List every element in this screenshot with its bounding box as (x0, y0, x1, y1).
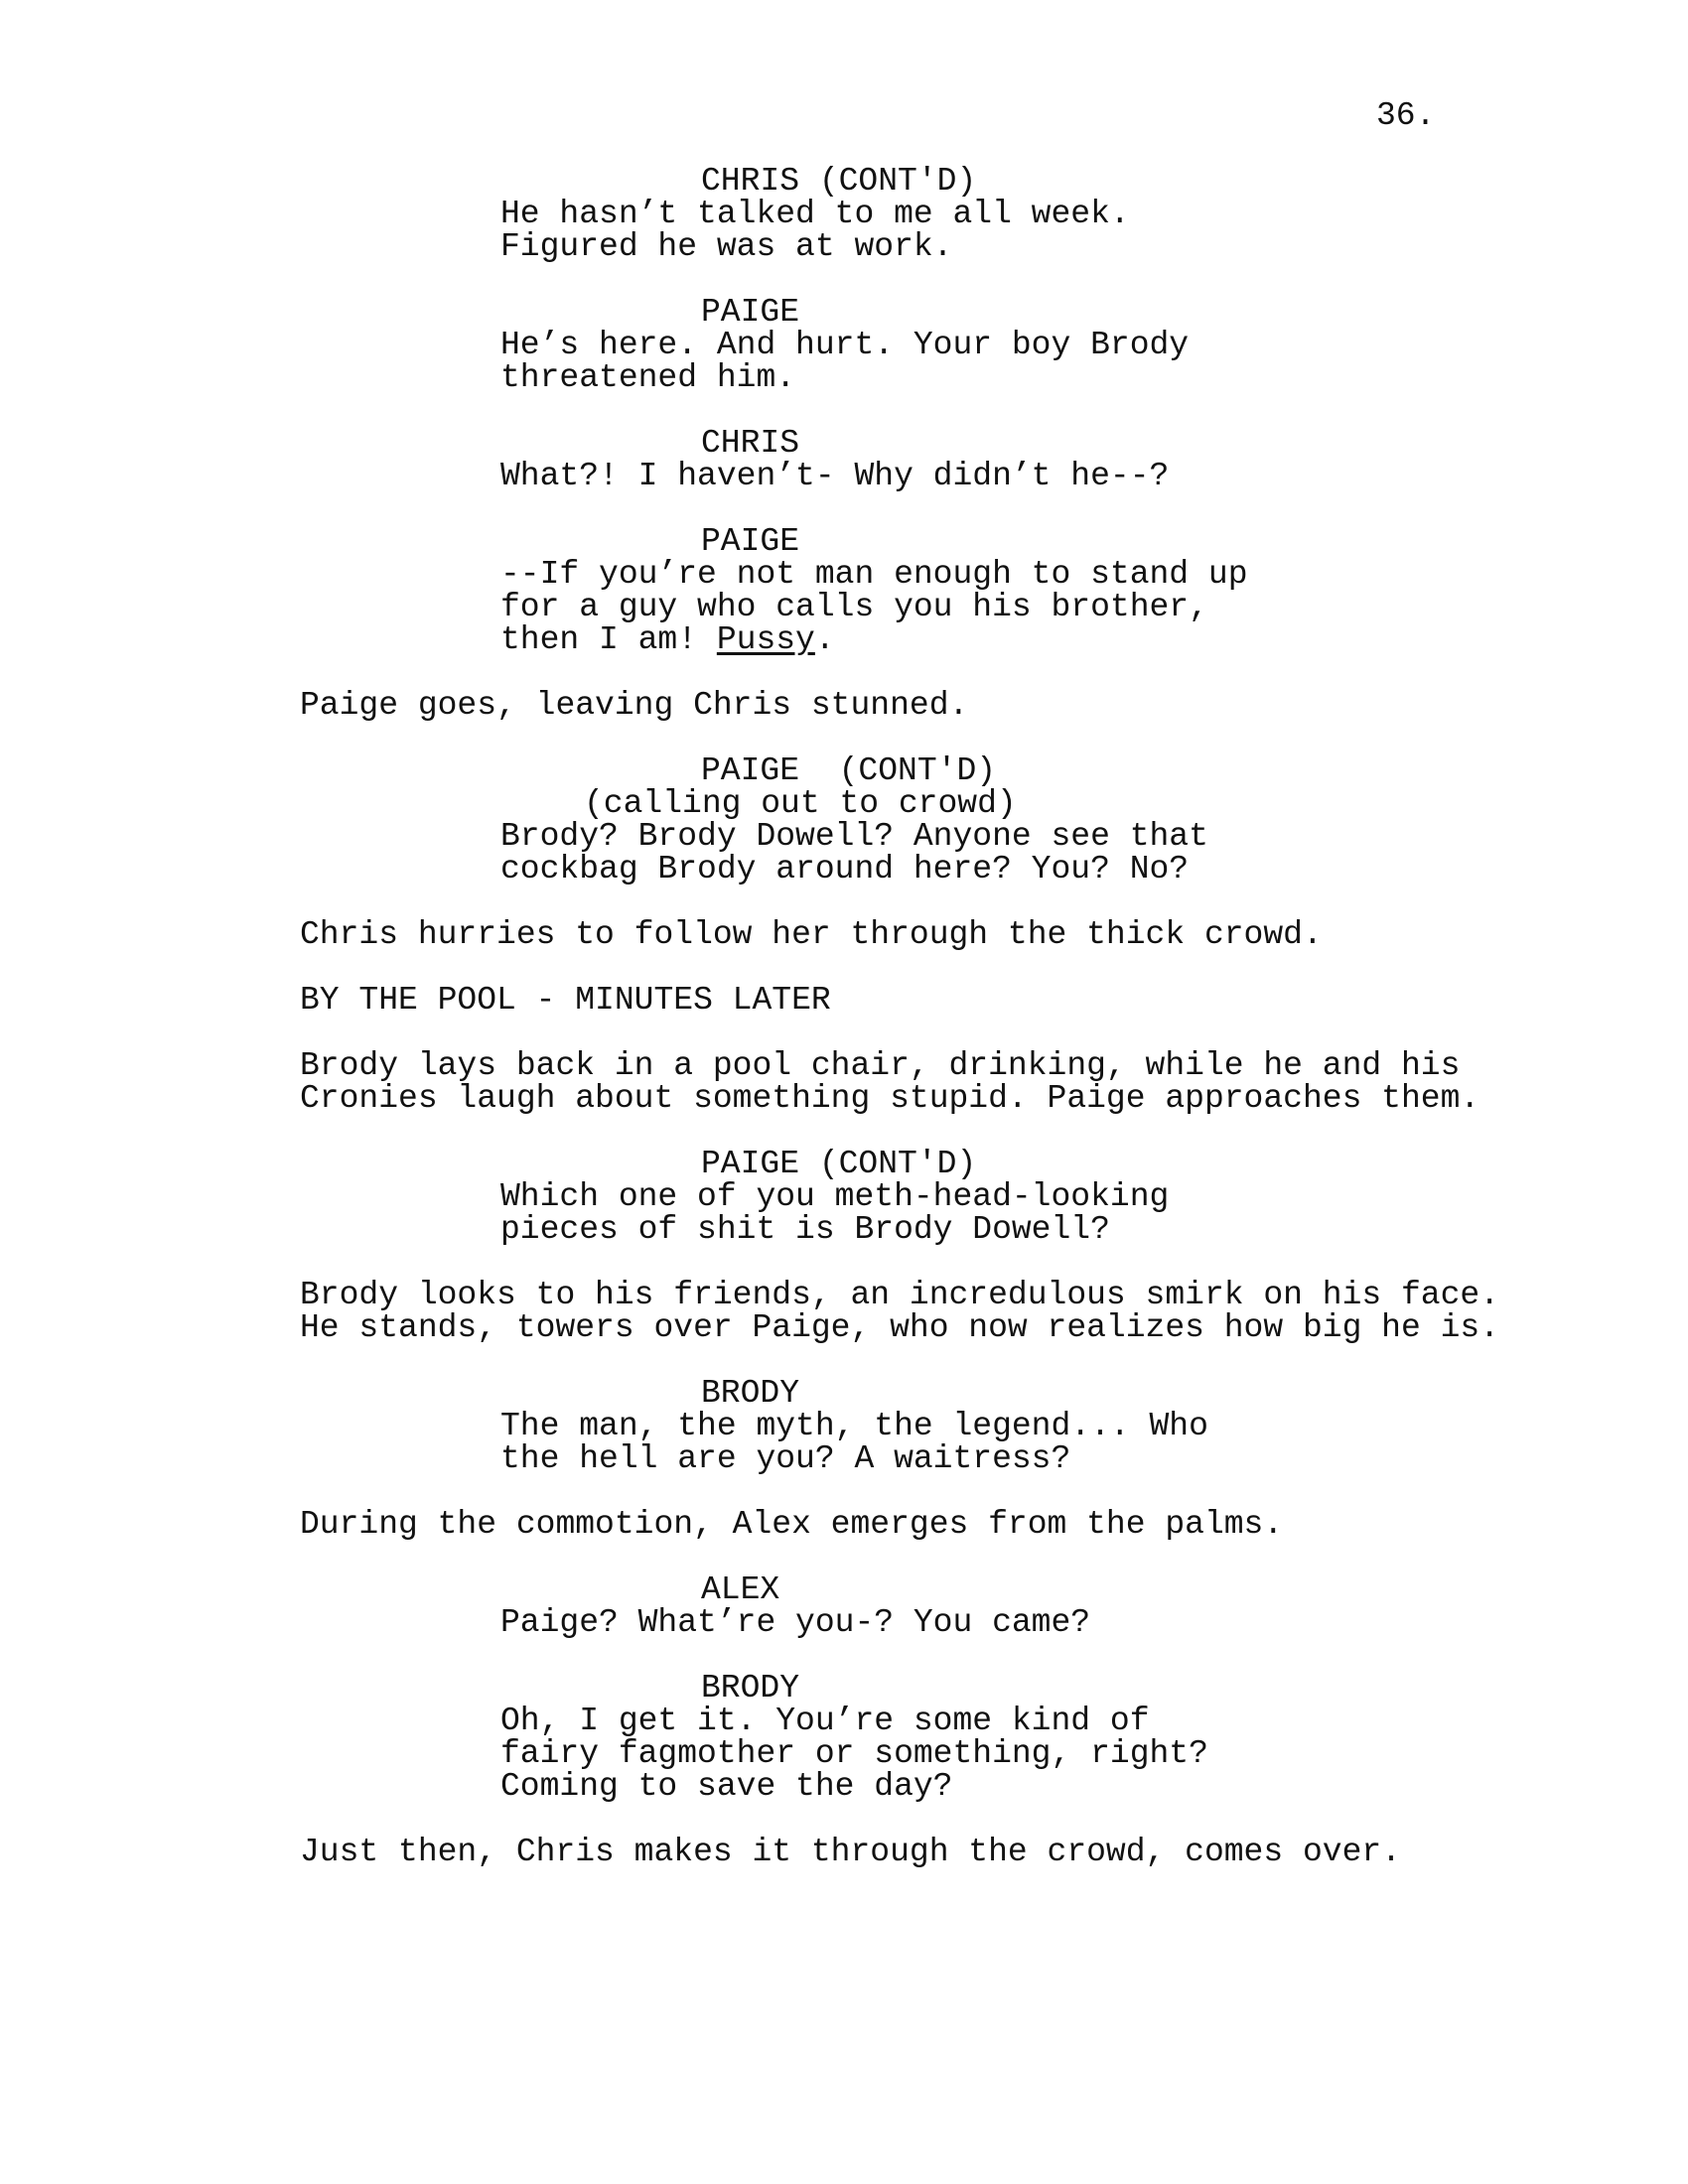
character-cue: BRODY (701, 1670, 800, 1706)
character-cue: BRODY (701, 1375, 800, 1412)
dialogue-line: pieces of shit is Brody Dowell? (500, 1211, 1110, 1248)
dialogue-line: for a guy who calls you his brother, (500, 589, 1208, 625)
dialogue-line: fairy fagmother or something, right? (500, 1735, 1208, 1772)
dialogue-line: Oh, I get it. You’re some kind of (500, 1703, 1150, 1739)
dialogue-line: Figured he was at work. (500, 228, 953, 265)
action-line: Paige goes, leaving Chris stunned. (300, 687, 969, 724)
action-line: Just then, Chris makes it through the crowd, comes over. (300, 1834, 1401, 1870)
dialogue-line: He hasn’t talked to me all week. (500, 196, 1130, 232)
character-cue: PAIGE (701, 523, 800, 560)
dialogue-line: Brody? Brody Dowell? Anyone see that (500, 818, 1208, 855)
action-line: Chris hurries to follow her through the thick crowd. (300, 916, 1323, 953)
underlined-word: Pussy (716, 621, 815, 658)
dialogue-line: --If you’re not man enough to stand up (500, 556, 1248, 593)
action-line: He stands, towers over Paige, who now realizes how big he is. (300, 1309, 1499, 1346)
character-cue: PAIGE (CONT'D) (701, 1146, 977, 1182)
action-line: Brody looks to his friends, an incredulous smirk on his face. (300, 1277, 1499, 1313)
page-number: 36. (1376, 97, 1436, 134)
dialogue-line: He’s here. And hurt. Your boy Brody (500, 327, 1190, 363)
dialogue-line: Coming to save the day? (500, 1768, 953, 1805)
character-cue: PAIGE (701, 294, 800, 331)
character-cue: CHRIS (CONT'D) (701, 163, 977, 200)
character-cue: CHRIS (701, 425, 800, 462)
dialogue-line: cockbag Brody around here? You? No? (500, 851, 1190, 887)
action-line: Cronies laugh about something stupid. Paige approaches them. (300, 1080, 1480, 1117)
character-cue: PAIGE (CONT'D) (701, 752, 997, 789)
dialogue-line: The man, the myth, the legend... Who (500, 1408, 1208, 1444)
dialogue-line: Which one of you meth-head-looking (500, 1178, 1170, 1215)
dialogue-line: the hell are you? A waitress? (500, 1440, 1071, 1477)
dialogue-text: . (814, 621, 835, 658)
parenthetical: (calling out to crowd) (584, 785, 1017, 822)
scene-heading: BY THE POOL - MINUTES LATER (300, 982, 831, 1019)
character-cue: ALEX (701, 1571, 780, 1608)
dialogue-line: threatened him. (500, 359, 796, 396)
dialogue-line (500, 623, 835, 656)
dialogue-line: Paige? What’re you-? You came? (500, 1604, 1091, 1641)
action-line: Brody lays back in a pool chair, drinking, while he and his (300, 1047, 1461, 1084)
action-line: During the commotion, Alex emerges from the palms. (300, 1506, 1284, 1543)
dialogue-text: then I am! (500, 621, 717, 658)
dialogue-line: What?! I haven’t- Why didn’t he--? (500, 458, 1170, 494)
